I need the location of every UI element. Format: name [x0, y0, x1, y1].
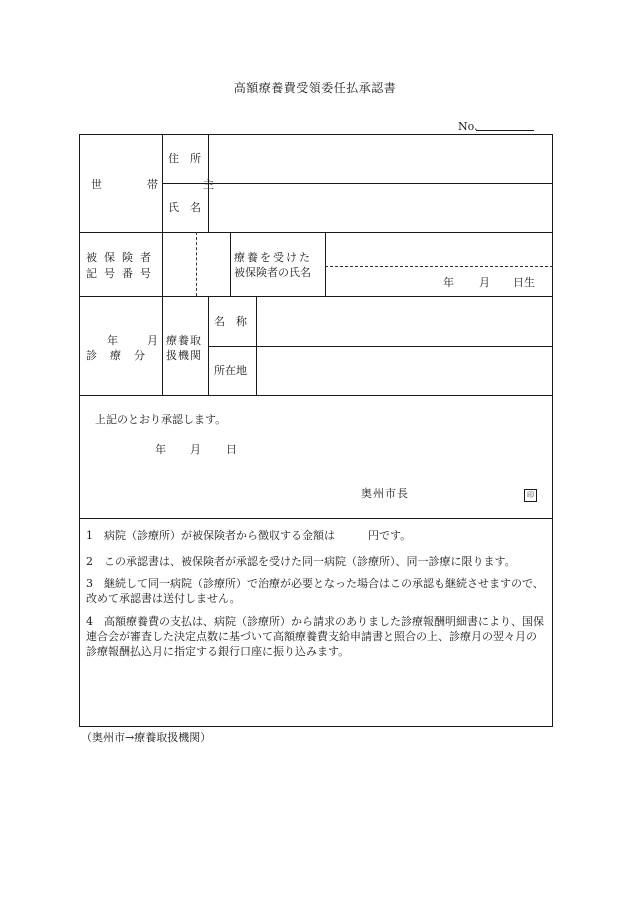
address-field[interactable]: [209, 135, 552, 182]
birth-month-label: 月: [479, 276, 490, 289]
number-label: No.: [458, 120, 478, 133]
name-field[interactable]: [209, 184, 552, 231]
birth-year-label: 年: [443, 276, 454, 289]
facility-name-label: 名 称: [214, 315, 247, 328]
note-item: 1 病院（診療所）が被保険者から徴収する金額は 円です。: [86, 529, 412, 542]
divider: [230, 232, 231, 296]
approval-day-label: 日: [226, 443, 237, 456]
facility-location-label: 所在地: [214, 364, 247, 377]
facility-name-field[interactable]: [257, 297, 552, 345]
divider: [325, 266, 553, 267]
approval-statement: 上記のとおり承認します。: [95, 413, 227, 426]
birth-day-label: 日生: [513, 276, 535, 289]
insured-symbol-label-line1: 被保険者: [86, 251, 158, 264]
divider: [80, 395, 553, 396]
insured-symbol-label-line2: 記号番号: [86, 267, 158, 280]
number-field[interactable]: [476, 130, 534, 131]
insured-number-field[interactable]: [197, 233, 229, 295]
note-item: 2 この承認書は、被保険者が承認を受けた同一病院（診療所）、同一診療に限ります。: [86, 555, 516, 568]
treatment-month-label: 月: [147, 334, 158, 347]
facility-label-line1: 療養取: [166, 334, 202, 347]
divider: [80, 518, 553, 519]
treatment-period-label: 診 療 分: [86, 349, 146, 362]
official-seal: 印: [524, 489, 537, 502]
address-label: 住 所: [168, 152, 201, 165]
approval-month-label: 月: [190, 443, 201, 456]
treatment-year-label: 年: [107, 334, 118, 347]
treated-person-label-line2: 被保険者の氏名: [234, 266, 311, 279]
treated-person-label-line1: 療養を受けた: [234, 251, 312, 264]
document-title: 高額療養費受領委任払承認書: [233, 81, 397, 95]
routing-note: （奥州市→療養取扱機関）: [81, 731, 212, 744]
name-label: 氏 名: [168, 201, 201, 214]
treated-person-name-field[interactable]: [326, 233, 552, 265]
approval-year-label: 年: [155, 443, 166, 456]
facility-label-line2: 扱機関: [166, 349, 202, 362]
mayor-title: 奥州市長: [361, 487, 409, 500]
householder-label: 世 帯 主: [91, 178, 231, 191]
note-item: 4 高額療養費の支払は、病院（診療所）から請求のありました診療報酬明細書により、国保連合会が審査した決定点数に基づいて高額療養費支給申請書と照合の上、診療月の翌々月の診療報酬払込月に指定する銀行口座に振り込みます。: [86, 615, 544, 658]
divider: [162, 296, 163, 395]
facility-location-field[interactable]: [257, 347, 552, 394]
insured-symbol-field[interactable]: [163, 233, 195, 295]
note-item: 3 継続して同一病院（診療所）で治療が必要となった場合はこの承認も継続させますので、改めて承認書は送付しません。: [86, 577, 544, 605]
